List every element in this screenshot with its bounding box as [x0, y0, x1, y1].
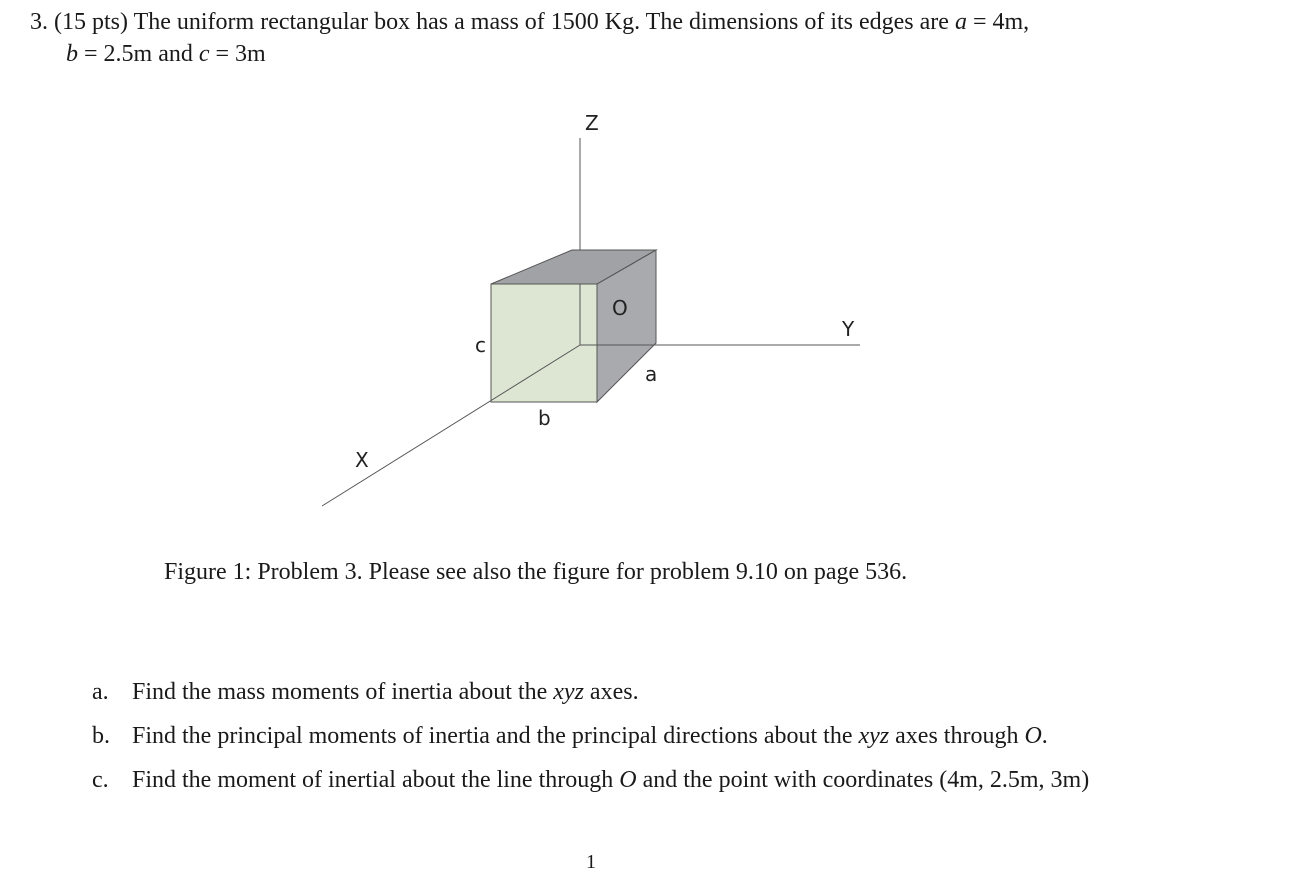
edge-label-c: c — [475, 333, 486, 357]
problem-points: (15 pts) — [54, 9, 128, 35]
part-c — [92, 764, 1089, 796]
problem-number: 3. — [30, 9, 48, 35]
part-c-mid: and the point with coordinates — [642, 767, 934, 793]
part-c-origin: O — [619, 767, 637, 793]
part-c-coords: (4m, 2.5m, 3m) — [939, 767, 1090, 793]
part-a-xyz: xyz — [553, 679, 584, 705]
part-a-text: Find the mass moments of inertia about the — [132, 679, 548, 705]
part-a-tag: a. — [92, 679, 109, 705]
value-c: = 3m — [215, 41, 266, 67]
part-b — [92, 720, 1048, 752]
problem-text: The uniform rectangular box has a mass of 1500 Kg. The dimensions of its edges are — [133, 9, 949, 35]
y-axis-label: Y — [842, 317, 855, 341]
edge-label-b: b — [538, 406, 551, 430]
z-axis-label: Z — [585, 111, 599, 135]
part-c-text: Find the moment of inertial about the line through — [132, 767, 614, 793]
part-a-post: axes. — [589, 679, 639, 705]
symbol-c: c — [198, 41, 210, 67]
part-b-mid: axes through — [895, 723, 1019, 749]
part-b-text: Find the principal moments of inertia and the principal directions about the — [132, 723, 853, 749]
part-b-post: . — [1041, 723, 1048, 749]
page-number: 1 — [586, 851, 596, 873]
box-front-face — [491, 284, 597, 402]
symbol-b: b — [66, 41, 78, 67]
value-b: = 2.5m and — [84, 41, 193, 67]
part-b-tag: b. — [92, 723, 110, 749]
origin-label: O — [612, 296, 628, 320]
part-b-xyz: xyz — [858, 723, 890, 749]
part-a — [92, 676, 639, 708]
part-c-tag: c. — [92, 767, 109, 793]
part-b-origin: O — [1024, 723, 1042, 749]
symbol-a: a — [954, 9, 967, 35]
value-a: = 4m, — [972, 9, 1030, 35]
figure-caption: Figure 1: Problem 3. Please see also the figure for problem 9.10 on page 536. — [164, 559, 908, 585]
edge-label-a: a — [645, 362, 658, 386]
x-axis-label: X — [355, 448, 369, 472]
